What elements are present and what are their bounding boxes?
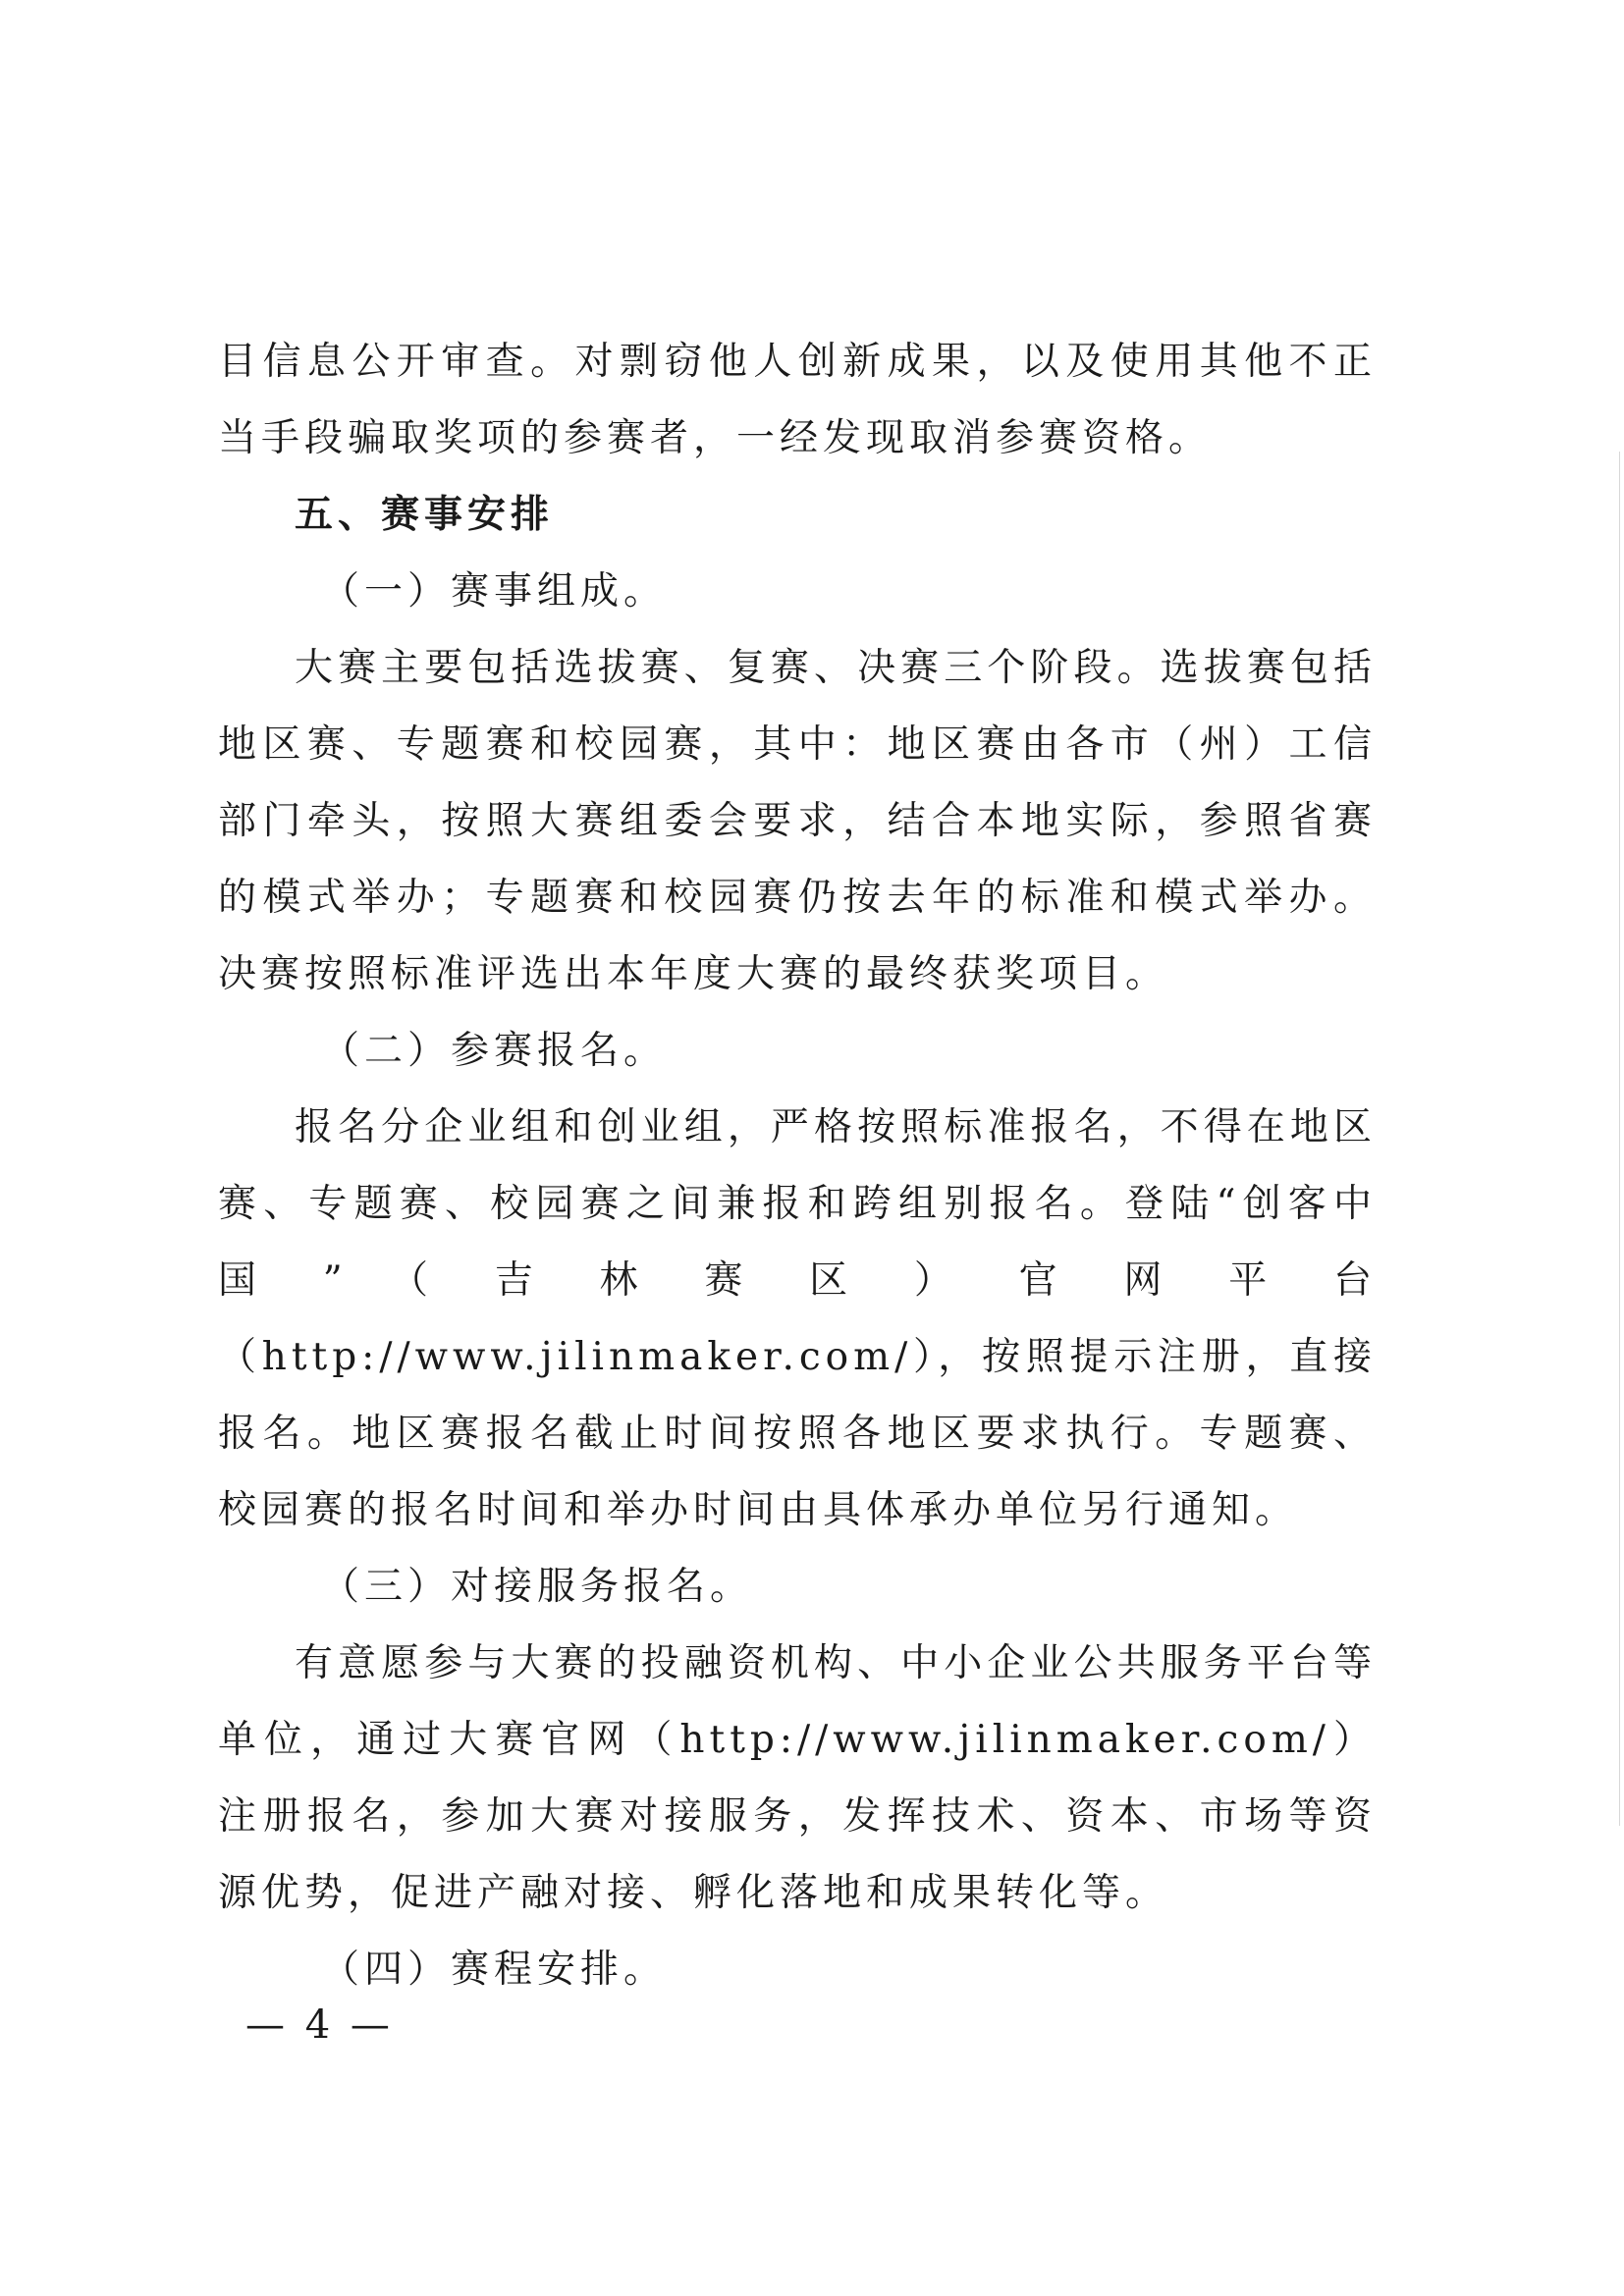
paragraph: 报名分企业组和创业组，严格按照标准报名，不得在地区赛、专题赛、校园赛之间兼报和跨组别报名。登陆“创客中国”（吉林赛区）官网平台（http://www.jilinmaker.com/），按照提示注册，直接报名。地区赛报名截止时间按照各地区要求执行。专题赛、校园赛的报名时间和举办时间由具体承办单位另行通知。	[218, 1105, 1377, 1532]
paragraph: 有意愿参与大赛的投融资机构、中小企业公共服务平台等单位，通过大赛官网（http://www.jilinmaker.com/）注册报名，参加大赛对接服务，发挥技术、资本、市场等资源优势，促进产融对接、孵化落地和成果转化等。	[218, 1641, 1377, 1915]
subsection-heading: （四）赛程安排。	[321, 1948, 668, 1992]
paragraph-continuation: 目信息公开审查。对剽窃他人创新成果，以及使用其他不正当手段骗取奖项的参赛者，一经发现取消参赛资格。	[218, 340, 1377, 460]
section-heading: 五、赛事安排	[295, 493, 555, 537]
subsection-heading: （一）赛事组成。	[321, 569, 668, 614]
paragraph: 大赛主要包括选拔赛、复赛、决赛三个阶段。选拔赛包括地区赛、专题赛和校园赛，其中：地区赛由各市（州）工信部门牵头，按照大赛组委会要求，结合本地实际，参照省赛的模式举办；专题赛和校园赛仍按去年的标准和模式举办。决赛按照标准评选出本年度大赛的最终获奖项目。	[218, 646, 1377, 996]
subsection-heading: （二）参赛报名。	[321, 1029, 668, 1073]
scan-edge-line	[1619, 452, 1620, 1826]
document-body	[218, 324, 1377, 2008]
page-number: — 4 —	[245, 2002, 394, 2048]
subsection-heading: （三）对接服务报名。	[321, 1565, 754, 1609]
